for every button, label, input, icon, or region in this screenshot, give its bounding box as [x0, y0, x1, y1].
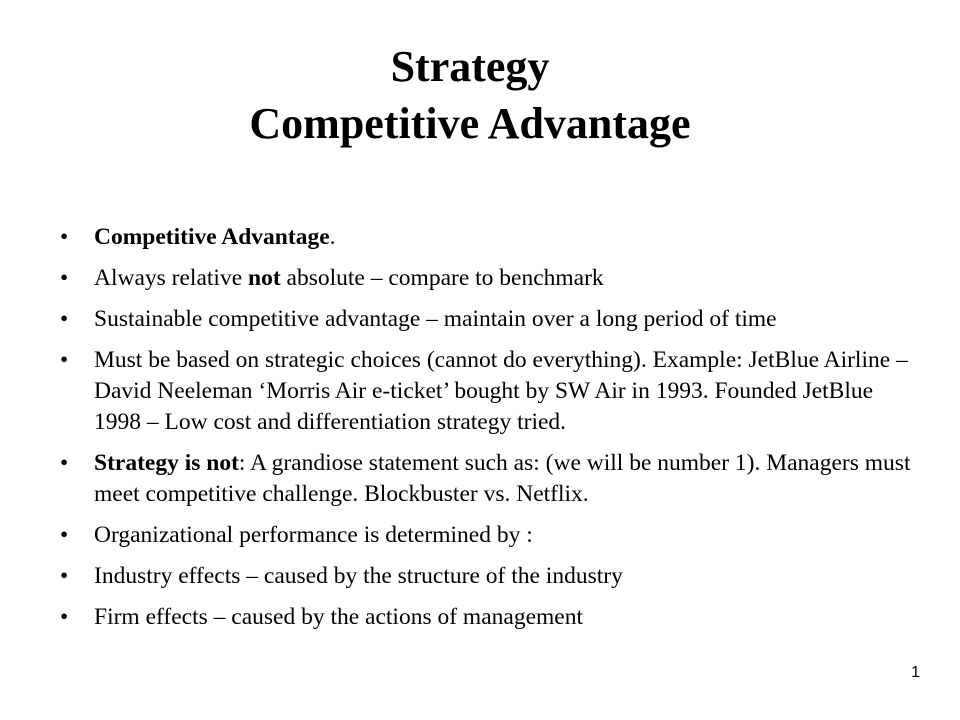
- bullet-text: Must be based on strategic choices (cannot do everything). Example: JetBlue Airline – David Neeleman ‘Morris Air e-ticket’ bought by SW Air in 1993. Founded JetBlue 1998 – Low cost and differentiation strategy tried.: [94, 347, 908, 435]
- bullet-text: Firm effects – caused by the actions of management: [94, 604, 583, 630]
- bullet-text: absolute – compare to benchmark: [280, 265, 604, 291]
- bullet-text: Organizational performance is determined by :: [94, 522, 533, 548]
- bullet-text: Sustainable competitive advantage – maintain over a long period of time: [94, 306, 777, 332]
- bullet-item-strategic-choices: [60, 345, 920, 438]
- bullet-item-relative: [60, 263, 920, 294]
- bullet-item-strategy-is-not: [60, 448, 920, 510]
- page-number: 1: [911, 664, 920, 681]
- bullet-pre-text: Always relative: [94, 265, 249, 291]
- bullet-item-firm-effects: [60, 602, 920, 633]
- bullet-item-competitive-advantage: [60, 222, 920, 253]
- bullet-bold-text: Strategy is not: [94, 450, 239, 476]
- bullet-bold-text: not: [248, 265, 281, 291]
- bullet-item-org-performance: [60, 520, 920, 551]
- slide-title-line2: Competitive Advantage: [249, 99, 691, 148]
- bullet-text: Industry effects – caused by the structure of the industry: [94, 563, 623, 589]
- slide-title-line1: Strategy: [390, 42, 550, 91]
- bullet-item-industry-effects: [60, 561, 920, 592]
- bullet-item-sustainable: [60, 304, 920, 335]
- bullet-text: .: [329, 224, 336, 250]
- bullet-text: : A grandiose statement such as: (we will be number 1). Managers must meet competitive challenge. Blockbuster vs. Netflix.: [94, 450, 911, 507]
- bullet-bold-text: Competitive Advantage: [94, 224, 330, 250]
- bullet-list: [60, 222, 920, 643]
